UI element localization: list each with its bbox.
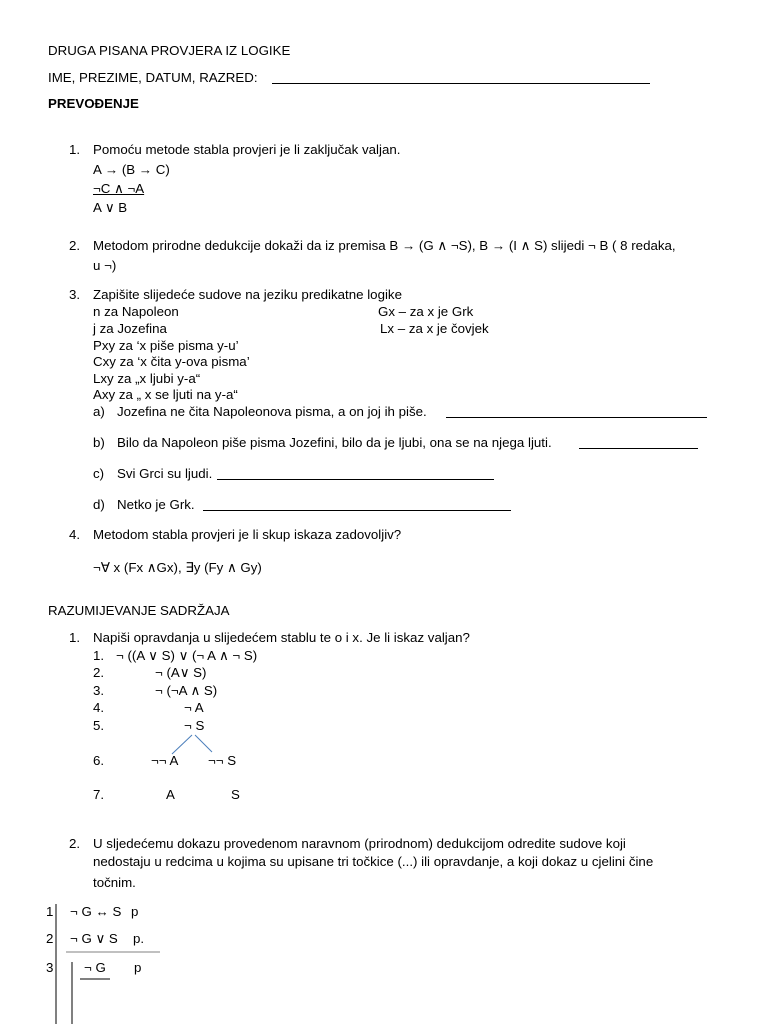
- tree-row-number: 5.: [93, 718, 105, 733]
- predicate-pxy: Pxy za ‘x piše pisma y-u’: [93, 338, 239, 353]
- section-title-prevodjenje: PREVOĐENJE: [48, 96, 139, 111]
- q4-text: Metodom stabla provjeri je li skup iskaza zadovoljiv?: [93, 527, 402, 542]
- r1-text: Napiši opravdanja u slijedećem stablu te o i x. Je li iskaz valjan?: [93, 630, 470, 645]
- proof-line-number: 2: [46, 931, 54, 946]
- q3b-text: Bilo da Napoleon piše pisma Jozefini, bilo da je ljubi, ona se na njega ljuti.: [117, 435, 552, 450]
- q1-premise-2: ¬C ∧ ¬A: [93, 181, 145, 196]
- q3a-label: a): [93, 404, 105, 419]
- q1-text: Pomoću metode stabla provjeri je li zaključak valjan.: [93, 142, 401, 157]
- proof-line-formula: ¬ G: [84, 960, 106, 975]
- tree-row-formula: ¬ (A∨ S): [155, 665, 207, 680]
- proof-line-formula: ¬ G ↔ S: [70, 904, 122, 919]
- proof-line-number: 3: [46, 960, 54, 975]
- q3-text: Zapišite slijedeće sudove na jeziku predikatne logike: [93, 287, 402, 302]
- q2-text-line-2: u ¬): [93, 258, 117, 273]
- proof-line-justification: p: [131, 904, 139, 919]
- predicate-lxy: Lxy za „x ljubi y-a“: [93, 371, 201, 386]
- tree-branch-right-formula: ¬¬ S: [208, 753, 237, 768]
- q4-formula: ¬∀ x (Fx ∧Gx), ∃y (Fy ∧ Gy): [93, 560, 262, 575]
- tree-branch-left-formula: ¬¬ A: [151, 753, 179, 768]
- tree-row-number: 7.: [93, 787, 105, 802]
- q1-number: 1.: [69, 142, 81, 157]
- tree-row-number: 1.: [93, 648, 105, 663]
- q3a-text: Jozefina ne čita Napoleonova pisma, a on joj ih piše.: [117, 404, 427, 419]
- proof-line-formula: ¬ G ∨ S: [70, 931, 118, 946]
- key-napoleon: n za Napoleon: [93, 304, 179, 319]
- predicate-cxy: Cxy za ‘x čita y-ova pisma’: [93, 354, 250, 369]
- q3-number: 3.: [69, 287, 81, 302]
- key-jozefina: j za Jozefina: [93, 321, 167, 336]
- tree-row-formula: ¬ A: [184, 700, 204, 715]
- tree-row-number: 3.: [93, 683, 105, 698]
- r2-text-line-2: nedostaju u redcima u kojima su upisane tri točkice (...) ili opravdanje, a koji dokaz u cjelini čine: [93, 854, 654, 869]
- q3d-label: d): [93, 497, 105, 512]
- q3b-label: b): [93, 435, 105, 450]
- q2-number: 2.: [69, 238, 81, 253]
- key-covjek: Lx – za x je čovjek: [380, 321, 489, 336]
- predicate-axy: Axy za „ x se ljuti na y-a“: [93, 387, 238, 402]
- tree-row-formula: ¬ S: [184, 718, 205, 733]
- r1-number: 1.: [69, 630, 81, 645]
- proof-line-number: 1: [46, 904, 54, 919]
- q3c-text: Svi Grci su ljudi.: [117, 466, 213, 481]
- proof-line-justification: p.: [133, 931, 145, 946]
- q1-premise-1: A → (B → C): [93, 162, 170, 177]
- tree-leaf-left: A: [166, 787, 175, 802]
- tree-row-number: 2.: [93, 665, 105, 680]
- proof-line-justification: p: [134, 960, 142, 975]
- r2-text-line-1: U sljedećemu dokazu provedenom naravnom (prirodnom) dedukcijom odredite sudove koji: [93, 836, 626, 851]
- tree-row-formula: ¬ (¬A ∧ S): [155, 683, 218, 698]
- test-title: DRUGA PISANA PROVJERA IZ LOGIKE: [48, 43, 291, 58]
- tree-branch-right: [195, 735, 212, 752]
- tree-row-number: 4.: [93, 700, 105, 715]
- tree-row-formula: ¬ ((A ∨ S) ∨ (¬ A ∧ ¬ S): [116, 648, 258, 663]
- q3c-label: c): [93, 466, 105, 481]
- tree-branch-left: [172, 735, 192, 754]
- r2-text-line-3: točnim.: [93, 875, 136, 890]
- tree-row-number: 6.: [93, 753, 105, 768]
- name-line-label: IME, PREZIME, DATUM, RAZRED:: [48, 70, 258, 85]
- q2-text-line-1: Metodom prirodne dedukcije dokaži da iz premisa B → (G ∧ ¬S), B → (I ∧ S) slijedi ¬ B ( 8 redaka,: [93, 238, 676, 253]
- q4-number: 4.: [69, 527, 81, 542]
- q1-conclusion: A ∨ B: [93, 200, 128, 215]
- q3d-text: Netko je Grk.: [117, 497, 195, 512]
- section-title-razumijevanje: RAZUMIJEVANJE SADRŽAJA: [48, 603, 230, 618]
- key-grk: Gx – za x je Grk: [378, 304, 474, 319]
- tree-leaf-right: S: [231, 787, 240, 802]
- r2-number: 2.: [69, 836, 81, 851]
